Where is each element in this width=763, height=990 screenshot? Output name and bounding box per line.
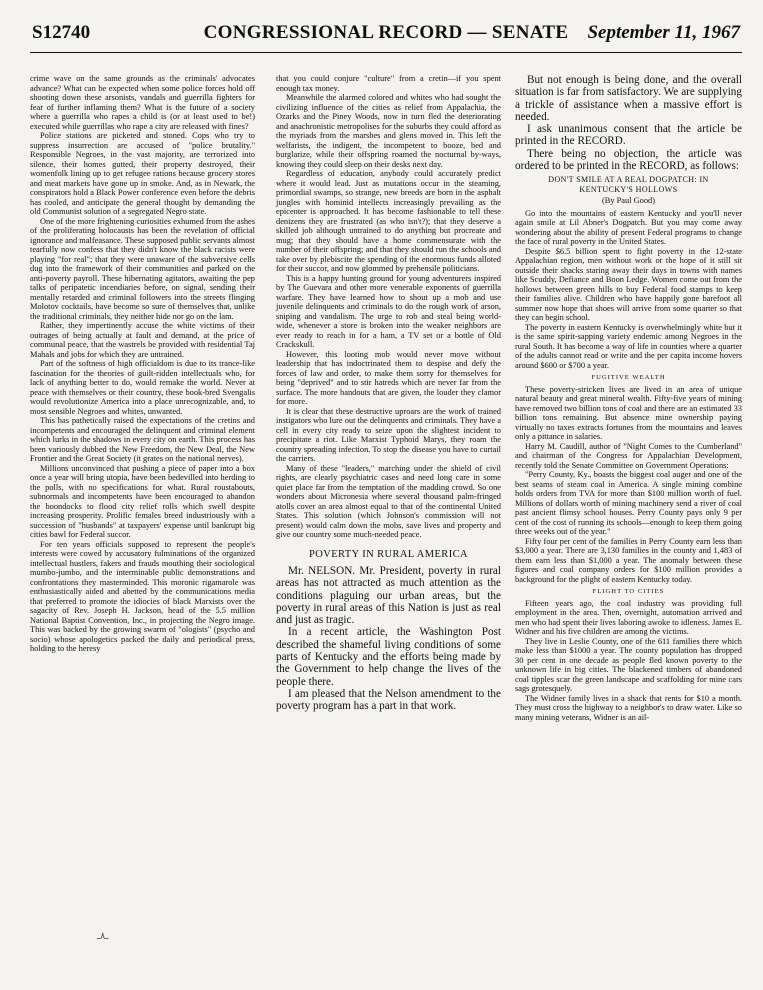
paragraph: This has pathetically raised the expectations of the cretins and incompetents and encouraged the delinquent and criminal element which lurks in the shadows in every city on earth. This process has been variously dubbed the New Freedom, the New Deal, the New Frontier and the Great Society (it grates on the national nerves). [30, 416, 255, 463]
paragraph: Fifty four per cent of the families in Perry County earn less than $3,000 a year. There are 3,130 families in the county and 1,483 of them earn less than $1,000 a year. The anomaly between these figures and coal company orders for $100 million provides a background for the plight of eastern Kentucky today. [515, 536, 742, 584]
paragraph: Despite $6.5 billion spent to fight poverty in the 12-state Appalachian region, men without work or the hope of it still sit outside their shacks staring away their days in towns with names like Scuddy, Defiance and Boon Ledge. Women come out from the hollows between green hills to buy Federal food stamps to keep their families alive. Children who have happily gone barefoot all summer now hope that shoes will arrive from some quarter so that they can begin school. [515, 246, 742, 323]
paragraph: But not enough is being done, and the overall situation is far from satisfactory. We are supplying a trickle of assistance when a massive effort is needed. [515, 74, 742, 123]
paragraph: Many of these "leaders," marching under the shield of civil rights, are clearly psychiatric cases and need long care in some quiet place far from the temptation of the madding crowd. So one wonders about Micronesia where several thousand palm-fringed atolls cover an area almost equal to that of the continental United States. This solution (which Johnson's commission will not present) would calm down the mobs, save lives and property and give our country some much-needed peace. [276, 463, 501, 539]
subheading: FLIGHT TO CITIES [592, 588, 665, 596]
paragraph: crime wave on the same grounds as the criminals' advocates advance? What can be expected when some police forces hold off shooting down these arsonists, vandals and guerrilla fighters for fear of further inflaming them? What is the future of a society where a guerrilla who rapes a child is (or at least used to be!) executed while guerrillas who rape a city are released with fines? [30, 74, 255, 131]
paragraph: Harry M. Caudill, author of "Night Comes to the Cumberland" and chairman of the Congress for Appalachian Development, recently told the Senate Committee on Government Operations: [515, 441, 742, 470]
page-date: September 11, 1967 [587, 22, 740, 43]
paragraph: They live in Leslie County, one of the 611 families there which make less than $1000 a year. The county population has dropped 30 per cent in one decade as people fled known poverty to the unknown life in big cities. The blackened timbers of abandoned coal tipples scar the green landscape and scaffolding for mine cars sags grotesquely. [515, 636, 742, 694]
article-byline: (By Paul Good) [601, 196, 656, 206]
column-right [515, 74, 742, 722]
stray-mark: ـ٨ـ [97, 931, 109, 942]
paragraph: Police stations are picketed and stoned. Cops who try to suppress insurrection are accused of "police brutality." Responsible Negroes, in the vast majority, are terrorized into silence, their homes gutted, their property destroyed, their womenfolk lining up to get refugee rations because grocery stores and meat markets have gone up in smoke. And, as in Newark, the conspirators hold a Black Power conference even before the debris has cooled, and anticipate the general thought by demanding the old Communist solution of a segregated Negro state. [30, 131, 255, 216]
paragraph: I ask unanimous consent that the article be printed in the RECORD. [515, 123, 742, 148]
column-left [30, 74, 255, 654]
paragraph: Mr. NELSON. Mr. President, poverty in rural areas has not attracted as much attention as the conditions plaguing our urban areas, but the poverty in rural areas of this Nation is just as real and just as tragic. [276, 565, 501, 627]
paragraph: Fifteen years ago, the coal industry was providing full employment in the area. Then, overnight, automation arrived and men who had spent their lives laboring awoke to idleness. James E. Widner and his five children are among the victims. [515, 598, 742, 637]
paragraph: Regardless of education, anybody could accurately predict where it would lead. Just as mutations occur in the steaming, primordial swamps, so strange, new breeds are born in the asphalt jungles with hominid intellects increasingly prevailing as the epicenter is approached. It has become fashionable to tell these denizens they are frustrated (as who isn't?); that they deserve a skilled job although untrained to do anything but procreate and mug; that they should have a home commensurate with the number of their offspring; and that they should run the schools and take over by plebiscite the spending of the enormous funds alloted for their succor, and now glommed by prehensile politicians. [276, 169, 501, 273]
paragraph: This is a happy hunting ground for young adventurers inspired by The Guevara and other more venerable exponents of guerrilla warfare. They have learned how to shout up a mob and use juvenile delinquents and criminals to do the rough work of arson, sniping and vandalism. The urge to rob and steal being world-wide, whenever a store is broken into the weaker neighbors are ever ready to reach in for a ham, a TV set or a bottle of Old Crackskull. [276, 273, 501, 349]
paragraph: that you could conjure "culture" from a cretin—if you spent enough tax money. [276, 74, 501, 93]
paragraph: These poverty-stricken lives are lived in an area of unique natural beauty and great mineral wealth. Fifty-five years of mining have removed two billion tons of coal and there are an estimated 33 billion tons remaining. But absence mine ownership paying virtually no taxes extracts fortunes from the mountains and leaves only a pittance in salaries. [515, 384, 742, 442]
paragraph: One of the more frightening curiosities exhumed from the ashes of the proliferating holocausts has been the revelation of official ignorance and malfeasance. These supposed public servants almost tearfully now confess that they didn't know the black racists were playing "for real"; that they were unaware of the subversive cells dug into the framework of their communities and parked on the anti-poverty payroll. These hibernating agitators, awaiting the pep talks of peripatetic incendiaries before, on signal, sending their mentally retarded and criminal followers into the streets flinging Molotov cocktails, have become so sure of themselves that, unlike the traditional criminals, they neither hide nor go on the lam. [30, 216, 255, 321]
paragraph: The poverty in eastern Kentucky is overwhelmingly white but it is the same spirit-sapping variety endemic among Negroes in the rural South. It has become a way of life in counties where a quarter of the adults cannot read or write and the per capita income hovers around $600 or $700 a year. [515, 322, 742, 370]
paragraph: Part of the softness of high officialdom is due to its trance-like fascination for the theories of guilt-ridden intellectuals who, for lack of anything better to do, would remake the world. Never at peace with themselves or their country, these book-bred Svengalis would revolutionize America into a place unrecognizable, and, to most sensible Negroes and whites, unwanted. [30, 359, 255, 416]
column-middle [276, 74, 501, 713]
paragraph: "Perry County, Ky., boasts the biggest coal auger and one of the best seams of steam coal in America. A single mining combine holds orders from TVA for more than $100 million worth of fuel. Millions of dollars worth of mining machinery send a river of coal past ancient flimsy school houses. Perry County pays only 9 per cent of the cost of running its schools—enough to keep them going three weeks out of the year." [515, 470, 742, 537]
paragraph: I am pleased that the Nelson amendment to the poverty program has a part in that work. [276, 687, 501, 713]
paragraph: The Widner family lives in a shack that rents for $10 a month. They must cross the highway to a neighbor's to draw water. Like so many mining veterans, Widner is an ail- [515, 693, 742, 722]
paragraph: Meanwhile the alarmed colored and whites who had sought the civilizing influence of the cities as relief from Appalachia, the Ozarks and the Piney Woods, now in turn fled the deteriorating and anachronistic metropolises for the suburbs they could afford as the myriads from the marshes and glens moved in. This left the welfarists, the indigent, the incompetent to booze, bed and burglarize, while their offspring roamed the nocturnal by-ways, knowing they could sleep on their desks next day. [276, 93, 501, 169]
paragraph: In a recent article, the Washington Post described the shameful living conditions of some parts of Kentucky and the efforts being made by the Government to help change the lives of the people there. [276, 626, 501, 688]
subheading: FUGITIVE WEALTH [591, 374, 666, 382]
page-number: S12740 [32, 22, 91, 43]
paragraph: Go into the mountains of eastern Kentucky and you'll never again smile at Lil Abner's Dogpatch. But you may come away wondering about the ability of present Federal programs to change the face of rural poverty in the United States. [515, 208, 742, 247]
paragraph: There being no objection, the article was ordered to be printed in the RECORD, as follows: [515, 147, 742, 173]
paragraph: However, this looting mob would never move without leadership that has indoctrinated them to despise and defy the forces of law and order, to make them sorry for themselves for being "deprived" and to stir hatreds which are never far from the surface. The more handouts that are given, the louder they clamor for more. [276, 349, 501, 406]
speech-continuation [515, 74, 742, 172]
paragraph: Millions unconvinced that pushing a piece of paper into a box once a year will bring utopia, have been bedevilled into herding to the polls, with no specifications for what. Rural roustabouts, subnormals and incompetents have been encouraged to abandon the boondocks to flood city relief rolls which swell despite increasing prosperity. Prolific females breed industriously with a succession of "husbands" at taxpayers' expense until bankrupt big cities bawl for Federal succor. [30, 463, 255, 539]
paragraph: Rather, they impertinently accuse the white victims of their outrages of being actually at fault and demand, at the price of communal peace, that the wastrels be provided with residential Taj Mahals and jobs for which they are untrained. [30, 321, 255, 359]
article-title-line: KENTUCKY'S HOLLOWS [579, 184, 678, 194]
publication-title: CONGRESSIONAL RECORD — SENATE [203, 22, 569, 43]
speech-block [276, 565, 501, 713]
page-header [30, 22, 742, 53]
section-heading: POVERTY IN RURAL AMERICA [309, 548, 468, 560]
paragraph: For ten years officials supposed to represent the people's interests were cowed by accusatory fulminations of the organized intellectual hustlers, fakers and frauds mouthing their sociological mumbo-jumbo, and the interminable public demonstrations and confrontations they masterminded. This moronic rigamarole was enthusiastically aided and abetted by the communications media that preferred to promote the idiocies of black Marxists over the sagacity of Rev. Joseph H. Jackson, head of the 5.5 million National Baptist Convention, Inc., in projecting the Negro image. This was backed by the growing swarm of "ologists" (psycho and socio) whose apologetics packed the daily and periodical press, holding to the heresy [30, 539, 255, 653]
article-title-line: DON'T SMILE AT A REAL DOGPATCH: IN [548, 175, 709, 185]
paragraph: It is clear that these destructive uproars are the work of trained instigators who lure out the delinquents and criminals. They have a cell in every city ready to seize upon the slightest incident to precipitate a riot. Like Marxist Typhoid Marys, they roam the country spreading infection. To stop the disease you have to curtail the carriers. [276, 406, 501, 463]
